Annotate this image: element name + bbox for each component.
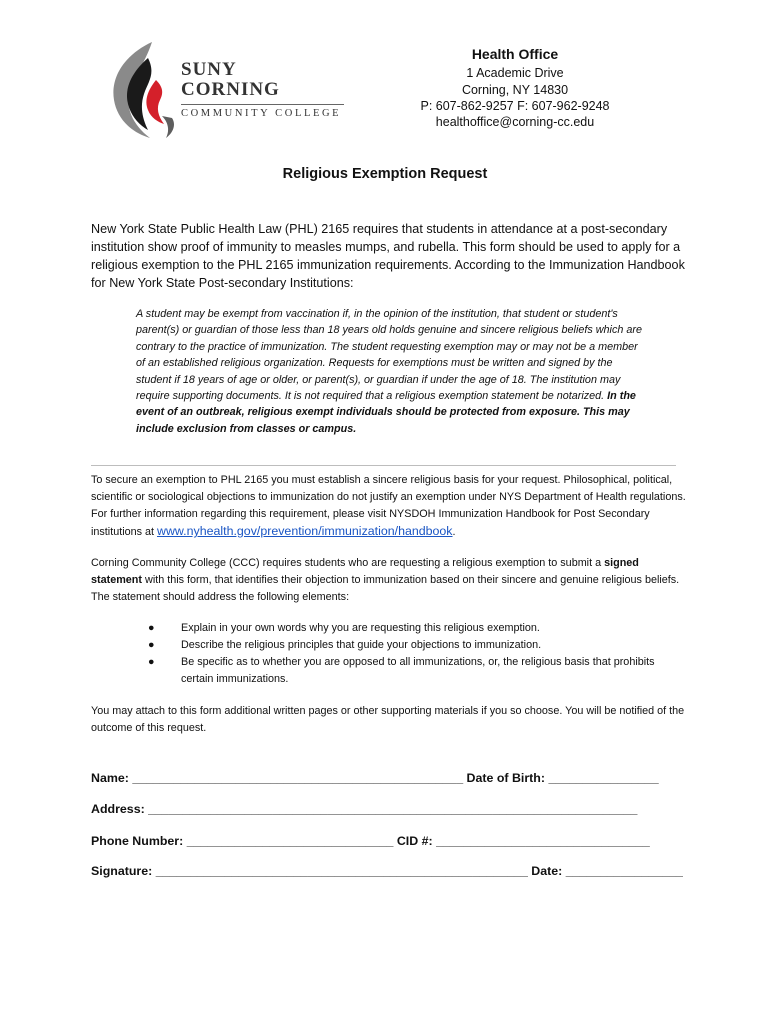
list-item: [148, 637, 688, 654]
list-item-text: Be specific as to whether you are opposed to all immunizations, or, the religious basis that prohibits certain immunizations.: [181, 656, 655, 685]
quote-bold: In the event of an outbreak, religious exempt individuals should be protected from exposure. This may include exclusion from classes or campus.: [136, 390, 636, 435]
list-item: [148, 654, 688, 688]
bullet-icon: ●: [148, 656, 155, 668]
signature-date-field[interactable]: Signature: ______________________________________________________ Date: _________________: [91, 864, 683, 878]
statement-elements-list: [148, 620, 688, 688]
logo-wordmark: [181, 60, 344, 119]
address-field[interactable]: Address: _______________________________________________________________________: [91, 802, 638, 816]
divider: [91, 465, 676, 466]
logo-corning: CORNING: [181, 79, 280, 100]
contact-block: [400, 46, 630, 130]
college-logo: [104, 40, 354, 140]
statement-pre: Corning Community College (CCC) requires students who are requesting a religious exemption to submit a: [91, 557, 605, 569]
phone-cid-field[interactable]: Phone Number: ______________________________ CID #: _______________________________: [91, 834, 650, 848]
address-line-1: 1 Academic Drive: [466, 66, 564, 81]
address-line-2: Corning, NY 14830: [461, 82, 569, 97]
office-name: Health Office: [471, 46, 559, 62]
logo-suny: SUNY: [181, 59, 237, 80]
intro-paragraph: New York State Public Health Law (PHL) 2165 requires that students in attendance at a post-secondary institution show proof of immunity to measles mumps, and rubella. This form should be used to apply for a religious exemption to the PHL 2165 immunization requirements. According to the Immunization Handbook for New York State Post-secondary Institutions:: [91, 222, 685, 290]
bullet-icon: ●: [148, 622, 155, 634]
list-item-text: Explain in your own words why you are requesting this religious exemption.: [181, 622, 540, 634]
statement-paragraph: [91, 555, 691, 606]
email: healthoffice@corning-cc.edu: [435, 115, 595, 130]
page-title: Religious Exemption Request: [282, 166, 488, 182]
requirement-paragraph: [91, 472, 691, 541]
handbook-link[interactable]: www.nyhealth.gov/prevention/immunization/handbook: [157, 524, 453, 538]
handbook-quote: [136, 306, 646, 437]
list-item: [148, 620, 688, 637]
phone-fax: P: 607-862-9257 F: 607-962-9248: [420, 98, 610, 113]
bullet-icon: ●: [148, 639, 155, 651]
list-item-text: Describe the religious principles that guide your objections to immunization.: [181, 639, 542, 651]
requirement-end: .: [452, 526, 456, 538]
attachments-paragraph: You may attach to this form additional written pages or other supporting materials if you so choose. You will be notified of the outcome of this request.: [91, 705, 685, 734]
statement-post: with this form, that identifies their objection to immunization based on their sincere and genuine religious beliefs. The statement should address the following elements:: [91, 574, 680, 603]
statement-bold: signed statement: [91, 557, 639, 586]
quote-text: A student may be exempt from vaccination if, in the opinion of the institution, that student or student's parent(s) or guardian of those less than 18 years old holds genuine and sincere religious beliefs which are contrary to the practice of immunization. The student requesting exemption may or may not be a member of an established religious organization. Requests for exemptions must be written and signed by the student if 18 years of age or older, or parent(s), or guardian if under the age of 18. The institution may require supporting documents. It is not required that a religious exemption statement be notarized.: [136, 308, 642, 403]
flame-logo-icon: [104, 40, 184, 140]
logo-rule: [181, 104, 344, 105]
logo-community-college: COMMUNITY COLLEGE: [181, 108, 342, 119]
requirement-text: To secure an exemption to PHL 2165 you must establish a sincere religious basis for your request. Philosophical, political, scientific or sociological objections to immunization do not justify an exemption under NYS Department of Health regulations. For further information regarding this requirement, please visit NYSDOH Immunization Handbook for Post Secondary institutions at: [91, 474, 686, 538]
name-dob-field[interactable]: Name: ________________________________________________ Date of Birth: ________________: [91, 771, 659, 785]
